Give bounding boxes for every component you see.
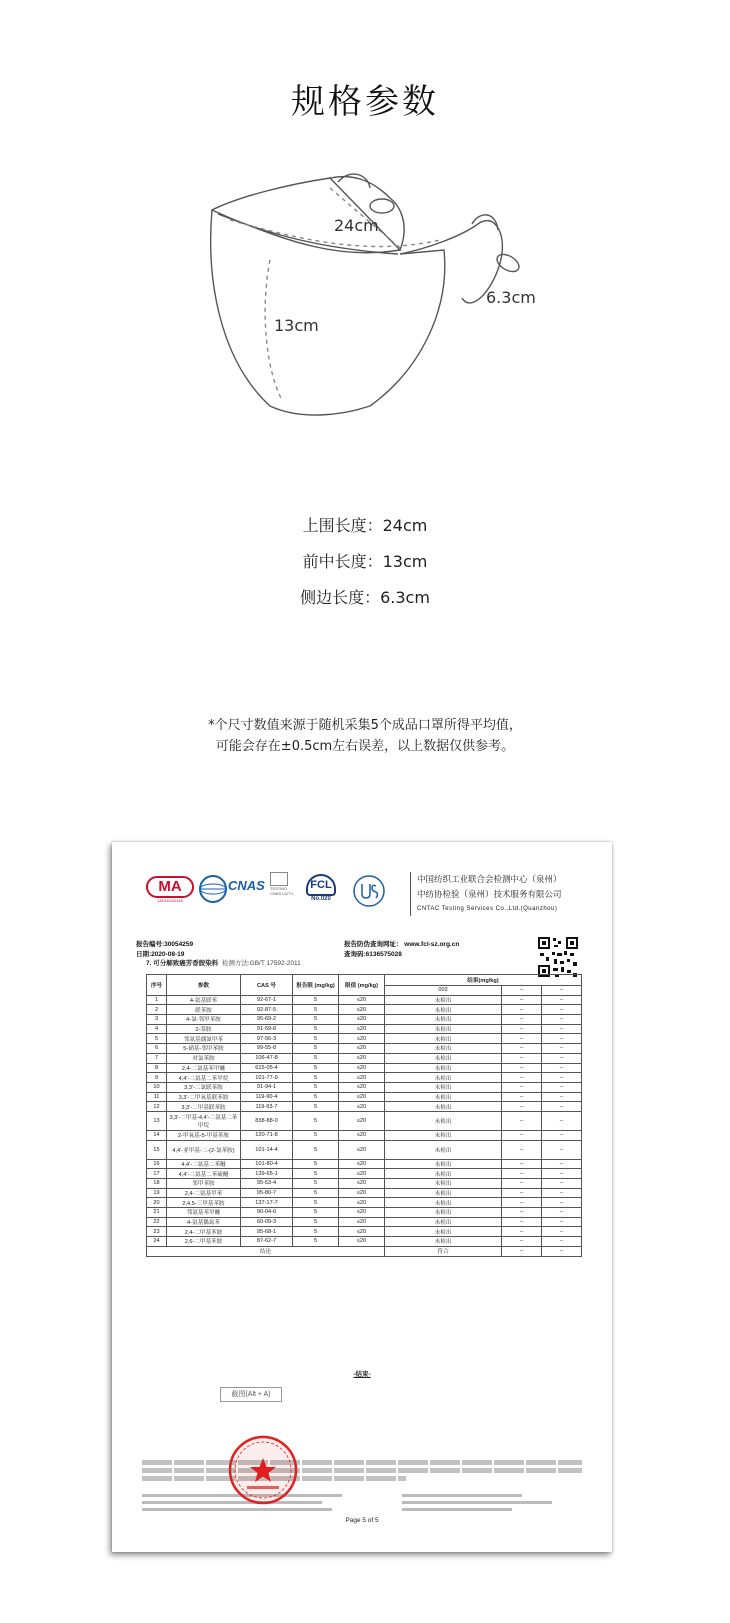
conclusion-dash: --	[502, 1246, 542, 1256]
table-cell: 未检出	[385, 1082, 502, 1092]
table-cell: 5-硝基-邻甲苯胺	[167, 1044, 241, 1054]
table-cell: 5	[293, 1024, 339, 1034]
table-row	[147, 1198, 582, 1208]
table-cell: 95-53-4	[241, 1179, 293, 1189]
table-cell: 17	[147, 1169, 167, 1179]
official-seal-icon	[227, 1434, 299, 1506]
col-header: 结果(mg/kg)	[385, 975, 582, 986]
table-cell: 119-90-4	[241, 1092, 293, 1102]
table-cell: 未检出	[385, 1208, 502, 1218]
end-marker: -结束-	[353, 1371, 371, 1378]
table-cell: 5	[293, 1053, 339, 1063]
table-cell: 5	[293, 1092, 339, 1102]
cnas-testing-mark: TESTING CNAS L5771	[270, 872, 293, 896]
table-cell: 5	[293, 1073, 339, 1083]
side-dim-label: 6.3cm	[486, 288, 536, 307]
table-cell: --	[502, 1024, 542, 1034]
spec-top-length: 上围长度：24cm	[302, 516, 428, 535]
table-cell: 5	[293, 1169, 339, 1179]
table-cell: 未检出	[385, 1024, 502, 1034]
table-cell: 91-59-8	[241, 1024, 293, 1034]
table-cell: --	[502, 1130, 542, 1140]
table-cell: --	[541, 1053, 581, 1063]
table-cell: --	[502, 1034, 542, 1044]
table-row	[147, 1053, 582, 1063]
table-cell: 未检出	[385, 1159, 502, 1169]
table-cell: 139-65-1	[241, 1169, 293, 1179]
table-cell: --	[502, 1188, 542, 1198]
table-cell: 邻甲苯胺	[167, 1179, 241, 1189]
table-cell: 未检出	[385, 1044, 502, 1054]
table-cell: 6	[147, 1044, 167, 1054]
table-cell: --	[541, 1227, 581, 1237]
table-cell: 未检出	[385, 1179, 502, 1189]
test-report	[112, 842, 612, 1552]
table-cell: 87-62-7	[241, 1237, 293, 1247]
col-header: 限值 (mg/kg)	[339, 975, 385, 996]
table-cell: 95-68-1	[241, 1227, 293, 1237]
table-cell: 119-93-7	[241, 1102, 293, 1112]
table-cell: ≤20	[339, 1130, 385, 1140]
section-title: 7. 可分解致癌芳香胺染料 检测方法:GB/T 17592-2011	[146, 960, 301, 967]
table-cell: --	[502, 1053, 542, 1063]
table-cell: 15	[147, 1140, 167, 1159]
organization-name: 中国纺织工业联合会检测中心（泉州） 中纺协检验（泉州）技术服务有限公司 CNTAC Testing Services Co.,Ltd.(Quanzhou)	[417, 874, 562, 912]
table-cell: 92-87-5	[241, 1005, 293, 1015]
table-cell: 未检出	[385, 1092, 502, 1102]
footer-right	[402, 1494, 552, 1511]
table-row	[147, 1188, 582, 1198]
table-cell: 3,3'-二甲氧基联苯胺	[167, 1092, 241, 1102]
table-cell: 101-77-9	[241, 1073, 293, 1083]
conclusion-dash: --	[541, 1246, 581, 1256]
table-cell: ≤20	[339, 1015, 385, 1025]
table-cell: 5	[293, 1159, 339, 1169]
table-cell: 邻氨基偶氮甲苯	[167, 1034, 241, 1044]
table-cell: 2,6-二甲基苯胺	[167, 1237, 241, 1247]
table-cell: --	[541, 1063, 581, 1073]
table-row	[147, 1179, 582, 1189]
table-cell: --	[502, 1198, 542, 1208]
table-cell: ≤20	[339, 1208, 385, 1218]
table-cell: 5	[293, 1044, 339, 1054]
ma-logo: MA 181311110118	[146, 876, 194, 903]
table-cell: 120-71-8	[241, 1130, 293, 1140]
table-cell: 11	[147, 1092, 167, 1102]
table-row	[147, 1140, 582, 1159]
table-cell: ≤20	[339, 1188, 385, 1198]
page-number: Page 5 of 5	[345, 1517, 379, 1524]
table-cell: 5	[293, 1140, 339, 1159]
table-cell: 21	[147, 1208, 167, 1218]
table-cell: 838-88-0	[241, 1111, 293, 1130]
col-header-empty: --	[541, 986, 581, 996]
cnas-logo	[196, 874, 230, 909]
table-cell: 22	[147, 1217, 167, 1227]
table-cell: --	[502, 1169, 542, 1179]
table-cell: ≤20	[339, 1140, 385, 1159]
table-cell: 未检出	[385, 1034, 502, 1044]
table-row	[147, 1005, 582, 1015]
table-cell: --	[502, 1082, 542, 1092]
table-cell: 615-05-4	[241, 1063, 293, 1073]
table-cell: 4-氨基偶氮苯	[167, 1217, 241, 1227]
table-cell: 4,4'-二氨基二苯醚	[167, 1159, 241, 1169]
table-row	[147, 1015, 582, 1025]
table-cell: --	[502, 1159, 542, 1169]
top-dim-label: 24cm	[334, 216, 379, 235]
table-cell: ≤20	[339, 1024, 385, 1034]
table-cell: --	[502, 1140, 542, 1159]
table-cell: 未检出	[385, 1073, 502, 1083]
table-cell: --	[541, 1024, 581, 1034]
results-table	[146, 974, 582, 1257]
table-cell: 2,4-二氨基甲苯	[167, 1188, 241, 1198]
table-cell: ≤20	[339, 1073, 385, 1083]
table-cell: --	[502, 995, 542, 1005]
spec-front-length: 前中长度：13cm	[302, 552, 428, 571]
qr-code-icon	[536, 935, 580, 979]
divider	[410, 872, 411, 916]
table-cell: 101-14-4	[241, 1140, 293, 1159]
report-date: 日期:2020-08-19	[136, 951, 185, 958]
table-row	[147, 1227, 582, 1237]
table-cell: 91-94-1	[241, 1082, 293, 1092]
col-header: CAS 号	[241, 975, 293, 996]
table-cell: 5	[293, 1217, 339, 1227]
note-line: 可能会存在±0.5cm左右误差，以上数据仅供参考。	[215, 739, 515, 754]
fine-print	[142, 1460, 582, 1481]
query-site: 报告防伪查询网址： www.fcl-sz.org.cn	[344, 941, 460, 948]
fcl-logo: FCL No.020	[306, 874, 336, 902]
table-cell: --	[541, 1169, 581, 1179]
table-cell: 3	[147, 1015, 167, 1025]
table-cell: 2,4-二甲基苯胺	[167, 1227, 241, 1237]
table-cell: 90-04-0	[241, 1208, 293, 1218]
table-cell: 10	[147, 1082, 167, 1092]
table-cell: 137-17-7	[241, 1198, 293, 1208]
table-cell: --	[502, 1044, 542, 1054]
table-cell: --	[541, 995, 581, 1005]
table-cell: 5	[293, 1015, 339, 1025]
table-row	[147, 1073, 582, 1083]
table-cell: ≤20	[339, 1005, 385, 1015]
table-cell: 2-甲氧基-5-甲基苯胺	[167, 1130, 241, 1140]
table-cell: --	[541, 1005, 581, 1015]
table-cell: 3,3'-二甲基联苯胺	[167, 1102, 241, 1112]
certification-logos	[146, 872, 406, 912]
table-cell: --	[502, 1015, 542, 1025]
table-cell: --	[502, 1208, 542, 1218]
table-cell: 对氯苯胺	[167, 1053, 241, 1063]
table-row	[147, 1169, 582, 1179]
table-cell: --	[502, 1005, 542, 1015]
table-cell: 未检出	[385, 1237, 502, 1247]
table-cell: 未检出	[385, 1053, 502, 1063]
table-cell: 97-56-3	[241, 1034, 293, 1044]
table-cell: 4	[147, 1024, 167, 1034]
table-cell: --	[502, 1102, 542, 1112]
table-cell: 92-67-1	[241, 995, 293, 1005]
table-row	[147, 1024, 582, 1034]
table-cell: 18	[147, 1179, 167, 1189]
table-cell: --	[541, 1208, 581, 1218]
table-cell: 60-09-3	[241, 1217, 293, 1227]
table-cell: 5	[293, 1111, 339, 1130]
table-cell: --	[541, 1044, 581, 1054]
col-header: 参数	[167, 975, 241, 996]
table-cell: --	[541, 1159, 581, 1169]
table-cell: 5	[293, 1198, 339, 1208]
table-cell: 99-55-8	[241, 1044, 293, 1054]
table-cell: ≤20	[339, 1227, 385, 1237]
table-cell: 12	[147, 1102, 167, 1112]
table-cell: 5	[293, 1188, 339, 1198]
table-cell: 20	[147, 1198, 167, 1208]
table-cell: 2,4,5-三甲基苯胺	[167, 1198, 241, 1208]
table-cell: 5	[293, 1237, 339, 1247]
table-cell: 8	[147, 1063, 167, 1073]
table-row	[147, 1102, 582, 1112]
table-cell: 未检出	[385, 1063, 502, 1073]
table-row	[147, 1092, 582, 1102]
table-cell: 4-氨基联苯	[167, 995, 241, 1005]
page-title: 规格参数	[291, 82, 439, 122]
uts-logo	[352, 874, 386, 913]
col-header: 序号	[147, 975, 167, 996]
table-row	[147, 1208, 582, 1218]
table-cell: --	[502, 1073, 542, 1083]
table-cell: --	[541, 1188, 581, 1198]
mask-outline-icon	[200, 170, 560, 450]
table-cell: 5	[293, 1063, 339, 1073]
table-cell: --	[541, 1111, 581, 1130]
table-cell: 5	[293, 1034, 339, 1044]
table-cell: ≤20	[339, 1169, 385, 1179]
table-cell: --	[541, 1198, 581, 1208]
table-cell: 1	[147, 995, 167, 1005]
table-cell: 未检出	[385, 995, 502, 1005]
table-cell: --	[502, 1237, 542, 1247]
table-cell: ≤20	[339, 1053, 385, 1063]
table-cell: 7	[147, 1053, 167, 1063]
table-cell: 95-80-7	[241, 1188, 293, 1198]
table-cell: 未检出	[385, 1217, 502, 1227]
table-row	[147, 1237, 582, 1247]
table-cell: 5	[147, 1034, 167, 1044]
table-cell: 2-萘胺	[167, 1024, 241, 1034]
table-row	[147, 1063, 582, 1073]
table-cell: --	[502, 1217, 542, 1227]
table-cell: 4,4'-二氨基二苯硫醚	[167, 1169, 241, 1179]
query-code: 查询码:6136575028	[344, 951, 402, 958]
table-cell: 14	[147, 1130, 167, 1140]
spec-list	[0, 508, 730, 616]
table-cell: --	[541, 1073, 581, 1083]
table-cell: ≤20	[339, 1082, 385, 1092]
screenshot-hint: 截图(Alt + A)	[220, 1387, 282, 1402]
table-cell: --	[541, 1217, 581, 1227]
table-cell: --	[541, 1034, 581, 1044]
table-cell: 邻氨基苯甲醚	[167, 1208, 241, 1218]
table-cell: 4,4'-二氨基二苯甲烷	[167, 1073, 241, 1083]
table-cell: --	[541, 1237, 581, 1247]
measurement-note	[0, 715, 730, 757]
table-row	[147, 1044, 582, 1054]
table-cell: 5	[293, 1130, 339, 1140]
table-cell: ≤20	[339, 1092, 385, 1102]
table-cell: 16	[147, 1159, 167, 1169]
table-cell: 联苯胺	[167, 1005, 241, 1015]
table-cell: 未检出	[385, 1005, 502, 1015]
table-cell: 106-47-8	[241, 1053, 293, 1063]
table-cell: 未检出	[385, 1227, 502, 1237]
report-number: 报告编号:30054259	[136, 941, 194, 948]
table-row	[147, 1159, 582, 1169]
table-row	[147, 1217, 582, 1227]
table-row	[147, 1034, 582, 1044]
table-cell: 未检出	[385, 1111, 502, 1130]
table-cell: ≤20	[339, 1102, 385, 1112]
mask-diagram	[200, 170, 560, 450]
table-cell: ≤20	[339, 1034, 385, 1044]
table-cell: --	[502, 1092, 542, 1102]
table-row	[147, 1130, 582, 1140]
table-cell: 2,4-二氨基苯甲醚	[167, 1063, 241, 1073]
table-cell: 3,3'-二氯联苯胺	[167, 1082, 241, 1092]
table-cell: --	[502, 1227, 542, 1237]
conclusion-label: 结论	[147, 1246, 385, 1256]
conclusion-value: 符合	[385, 1246, 502, 1256]
table-row	[147, 1111, 582, 1130]
table-cell: 101-80-4	[241, 1159, 293, 1169]
table-cell: 13	[147, 1111, 167, 1130]
table-cell: --	[541, 1092, 581, 1102]
table-cell: --	[541, 1102, 581, 1112]
table-cell: --	[541, 1130, 581, 1140]
table-cell: 5	[293, 1005, 339, 1015]
table-cell: 24	[147, 1237, 167, 1247]
note-line: *个尺寸数值来源于随机采集5个成品口罩所得平均值，	[208, 718, 522, 733]
table-cell: ≤20	[339, 1159, 385, 1169]
table-cell: 9	[147, 1073, 167, 1083]
table-cell: ≤20	[339, 1179, 385, 1189]
table-cell: 未检出	[385, 1169, 502, 1179]
table-cell: 23	[147, 1227, 167, 1237]
table-cell: 3,3'-二甲基-4,4'-二氨基二苯甲烷	[167, 1111, 241, 1130]
table-cell: 未检出	[385, 1188, 502, 1198]
col-header: 报告限 (mg/kg)	[293, 975, 339, 996]
col-header-empty: --	[502, 986, 542, 996]
table-cell: ≤20	[339, 1237, 385, 1247]
front-dim-label: 13cm	[274, 316, 319, 335]
table-cell: --	[541, 1015, 581, 1025]
table-cell: --	[541, 1140, 581, 1159]
table-cell: 4-氯-邻甲苯胺	[167, 1015, 241, 1025]
table-cell: ≤20	[339, 1111, 385, 1130]
table-cell: ≤20	[339, 1044, 385, 1054]
table-cell: 未检出	[385, 1015, 502, 1025]
table-cell: 未检出	[385, 1102, 502, 1112]
table-cell: 95-69-2	[241, 1015, 293, 1025]
table-cell: ≤20	[339, 1198, 385, 1208]
table-cell: --	[541, 1082, 581, 1092]
table-cell: 未检出	[385, 1140, 502, 1159]
table-cell: 未检出	[385, 1130, 502, 1140]
table-cell: 4,4'-亚甲基-二-(2-氯苯胺)	[167, 1140, 241, 1159]
table-cell: 5	[293, 1082, 339, 1092]
table-cell: 2	[147, 1005, 167, 1015]
table-row	[147, 1082, 582, 1092]
table-cell: 5	[293, 995, 339, 1005]
spec-side-length: 侧边长度：6.3cm	[300, 588, 430, 607]
table-cell: --	[541, 1179, 581, 1189]
table-cell: 5	[293, 1102, 339, 1112]
sample-id: 002	[385, 986, 502, 996]
table-cell: 5	[293, 1179, 339, 1189]
table-cell: --	[502, 1111, 542, 1130]
cnas-text: CNAS	[228, 878, 265, 893]
table-cell: 19	[147, 1188, 167, 1198]
table-cell: --	[502, 1179, 542, 1189]
table-cell: 5	[293, 1208, 339, 1218]
table-cell: ≤20	[339, 1063, 385, 1073]
table-row	[147, 995, 582, 1005]
table-cell: 未检出	[385, 1198, 502, 1208]
table-cell: ≤20	[339, 1217, 385, 1227]
table-cell: 5	[293, 1227, 339, 1237]
table-cell: ≤20	[339, 995, 385, 1005]
table-cell: --	[502, 1063, 542, 1073]
